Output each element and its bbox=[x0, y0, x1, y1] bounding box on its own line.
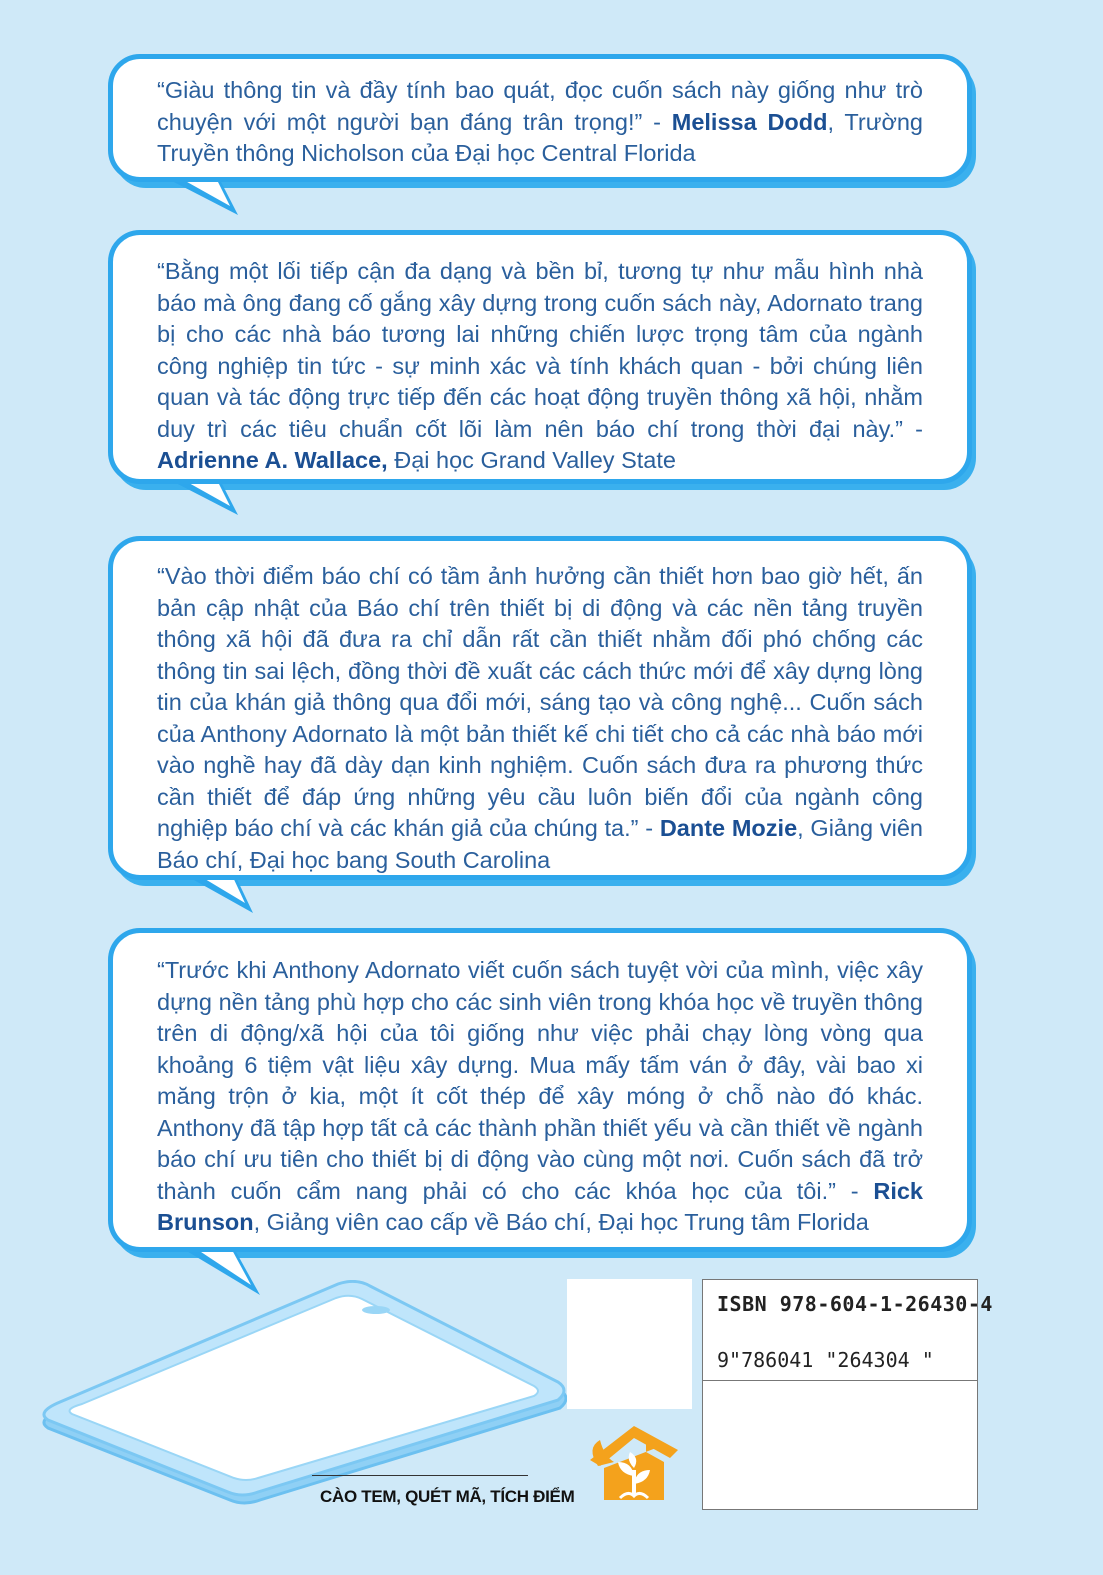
quote-text: “Vào thời điểm báo chí có tầm ảnh hưởng cần thiết hơn bao giờ hết, ấn bản cập nhật của Báo chí trên thiết bị di động và các nền tảng truyền thông xã hội đã đưa ra chỉ dẫn rất cần thiết nhằm đối phó chống các thông tin sai lệch, đồng thời đề xuất các cách thức mới để xây dựng lòng tin của khán giả thông qua đổi mới, sáng tạo và công nghệ... Cuốn sách của Anthony Adornato là một bản thiết kế chi tiết cho cả các nhà báo mới vào nghề hay đã dày dạn kinh nghiệm. Cuốn sách đưa ra phương thức cần thiết để đáp ứng những yêu cầu luôn biến đổi của ngành công nghiệp báo chí và các khán giả của chúng ta.” - Dante Mozie, Giảng viên Báo chí, Đại học bang South Carolina bbox=[157, 563, 923, 873]
isbn-box bbox=[702, 1279, 993, 1510]
isbn-label: ISBN 978-604-1-26430-4 bbox=[717, 1292, 993, 1316]
quote-bubble-4 bbox=[108, 928, 972, 1252]
stamp-divider bbox=[312, 1475, 528, 1476]
publisher-logo-icon bbox=[584, 1418, 684, 1508]
stamp-label: CÀO TEM, QUÉT MÃ, TÍCH ĐIỂM bbox=[320, 1487, 575, 1506]
quote-text: “Trước khi Anthony Adornato viết cuốn sách tuyệt vời của mình, việc xây dựng nền tảng phù hợp cho các sinh viên trong khóa học về truyền thông trên di động/xã hội của tôi giống như việc phải chạy lòng vòng qua khoảng 6 tiệm vật liệu xây dựng. Mua mấy tấm ván ở đây, vài bao xi măng trộn ở kia, một ít cốt thép để xây móng ở chỗ nào đó khác. Anthony đã tập hợp tất cả các thành phần thiết yếu và cần thiết về ngành báo chí ưu tiên cho thiết bị di động vào cùng một nơi. Cuốn sách đã trở thành cuốn cẩm nang phải có cho các khóa học của tôi.” - Rick Brunson, Giảng viên cao cấp về Báo chí, Đại học Trung tâm Florida bbox=[157, 957, 923, 1235]
quote-text: “Bằng một lối tiếp cận đa dạng và bền bỉ, tương tự như mẫu hình nhà báo mà ông đang cố gắng xây dựng trong cuốn sách này, Adornato trang bị cho các nhà báo tương lai những chiến lược trọng tâm của ngành công nghiệp tin tức - sự minh xác và tính khách quan - bởi chúng liên quan và tác động trực tiếp đến các hoạt động truyền thông xã hội, nhằm duy trì các tiêu chuẩn cốt lõi làm nên báo chí trong thời đại này.” - Adrienne A. Wallace, Đại học Grand Valley State bbox=[157, 258, 923, 473]
quote-bubble-2 bbox=[108, 230, 972, 484]
quote-author: Adrienne A. Wallace, bbox=[157, 447, 388, 473]
sticker-area bbox=[567, 1279, 692, 1409]
isbn-divider bbox=[703, 1380, 977, 1381]
quote-author: Dante Mozie bbox=[659, 815, 798, 841]
barcode-digits: 9"786041 "264304 " bbox=[717, 1348, 934, 1372]
quote-text: “Giàu thông tin và đầy tính bao quát, đọc cuốn sách này giống như trò chuyện với một người bạn đáng trân trọng!” - Melissa Dodd, Trường Truyền thông Nicholson của Đại học Central Florida bbox=[157, 77, 923, 166]
quote-bubble-3 bbox=[108, 536, 972, 880]
quote-bubble-1 bbox=[108, 54, 972, 182]
quote-author: Melissa Dodd bbox=[671, 108, 828, 135]
quote-author: Rick Brunson bbox=[157, 1177, 923, 1235]
